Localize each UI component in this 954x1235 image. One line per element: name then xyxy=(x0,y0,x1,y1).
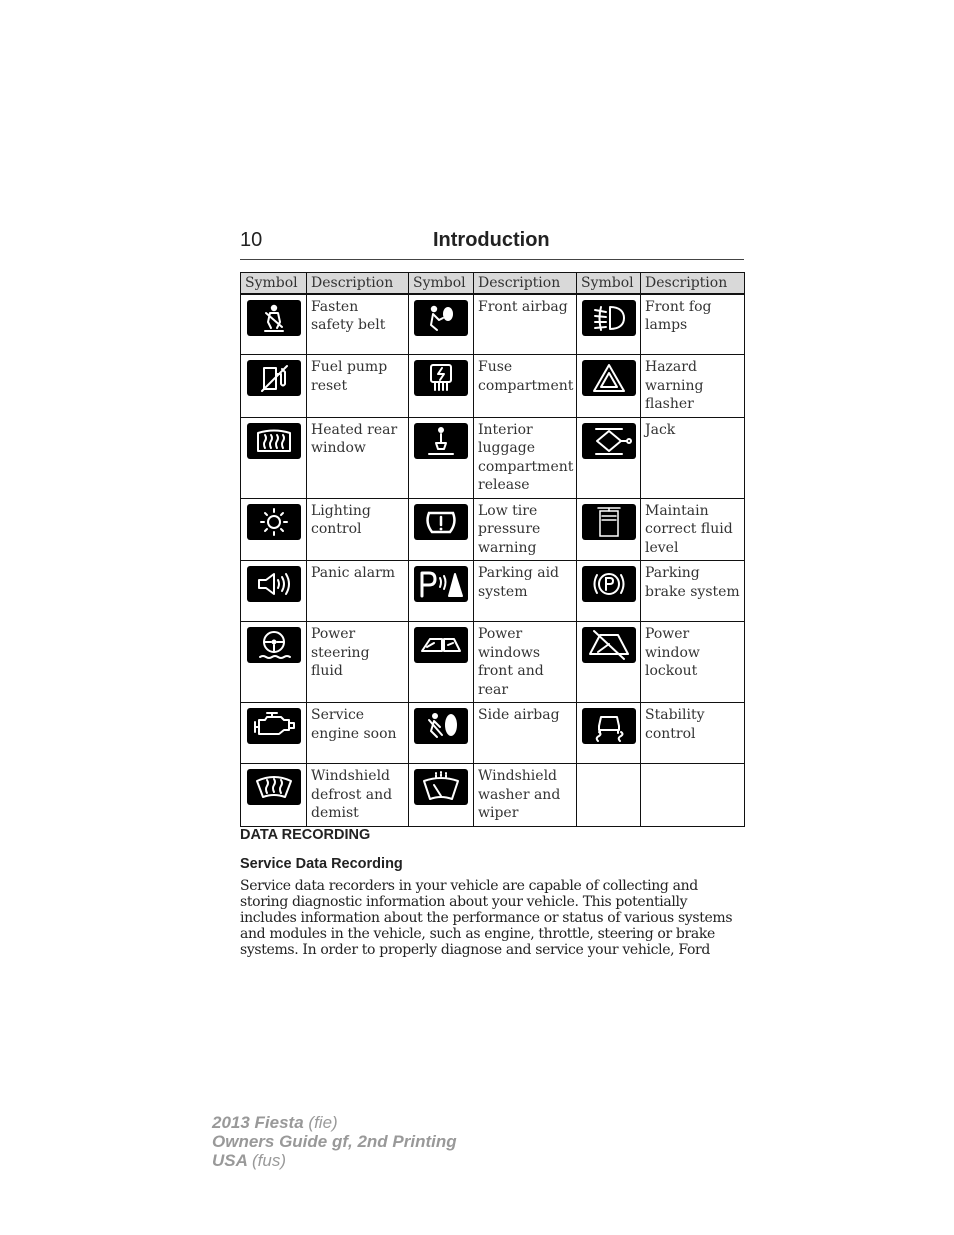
page-footer xyxy=(212,1113,457,1170)
column-header: Description xyxy=(641,273,745,294)
description-cell: Low tire pressure warning xyxy=(474,498,577,561)
table-row xyxy=(241,417,745,498)
description-cell: Power windows front and rear xyxy=(474,622,577,703)
section-heading: DATA RECORDING xyxy=(240,827,371,843)
description-cell: Side airbag xyxy=(474,703,577,764)
description-cell: Parking aid system xyxy=(474,561,577,622)
table-header-row xyxy=(241,273,745,294)
description-cell: Heated rear window xyxy=(307,417,409,498)
description-cell: Interior luggage compartment release xyxy=(474,417,577,498)
stability-control-icon xyxy=(582,708,636,744)
description-cell: Service engine soon xyxy=(307,703,409,764)
description-cell: Front airbag xyxy=(474,294,577,355)
parking-brake-icon xyxy=(582,566,636,602)
fuel-pump-reset-icon xyxy=(247,360,301,396)
empty-cell xyxy=(577,764,641,827)
description-cell: Power window lockout xyxy=(641,622,745,703)
hazard-triangle-icon xyxy=(582,360,636,396)
seat-belt-icon xyxy=(247,300,301,336)
power-steering-icon xyxy=(247,627,301,663)
description-cell: Fuse compartment xyxy=(474,355,577,418)
column-header: Description xyxy=(474,273,577,294)
parking-aid-icon xyxy=(414,566,468,602)
description-cell: Power steering fluid xyxy=(307,622,409,703)
page-header xyxy=(240,229,744,260)
table-row xyxy=(241,561,745,622)
description-cell: Parking brake system xyxy=(641,561,745,622)
paragraph-line: Service data recorders in your vehicle are capable of collecting and xyxy=(240,878,698,894)
window-lockout-icon xyxy=(582,627,636,663)
description-cell: Windshield defrost and demist xyxy=(307,764,409,827)
description-cell: Panic alarm xyxy=(307,561,409,622)
luggage-release-icon xyxy=(414,423,468,459)
description-cell: Hazard warning flasher xyxy=(641,355,745,418)
footer-region-code: (fus) xyxy=(252,1151,286,1170)
windshield-defrost-icon xyxy=(247,769,301,805)
description-cell: Fuel pump reset xyxy=(307,355,409,418)
footer-guide: Owners Guide gf, 2nd Printing xyxy=(212,1132,457,1151)
paragraph-line: storing diagnostic information about your vehicle. This potentially xyxy=(240,894,688,910)
section-title: Introduction xyxy=(433,229,550,251)
description-cell: Lighting control xyxy=(307,498,409,561)
paragraph-line: and modules in the vehicle, such as engine, throttle, steering or brake xyxy=(240,926,715,942)
symbol-table xyxy=(240,272,745,827)
description-cell: Stability control xyxy=(641,703,745,764)
engine-icon xyxy=(247,708,301,744)
jack-icon xyxy=(582,423,636,459)
fuse-compartment-icon xyxy=(414,360,468,396)
page-number: 10 xyxy=(240,229,263,251)
tire-pressure-icon xyxy=(414,504,468,540)
description-cell: Front fog lamps xyxy=(641,294,745,355)
table-row xyxy=(241,764,745,827)
paragraph-line: includes information about the performance or status of various systems xyxy=(240,910,733,926)
footer-region: USA xyxy=(212,1151,248,1170)
empty-cell xyxy=(641,764,745,827)
side-airbag-icon xyxy=(414,708,468,744)
description-cell: Windshield washer and wiper xyxy=(474,764,577,827)
front-airbag-icon xyxy=(414,300,468,336)
footer-model-code: (fie) xyxy=(308,1113,338,1132)
table-row xyxy=(241,703,745,764)
washer-wiper-icon xyxy=(414,769,468,805)
table-row xyxy=(241,294,745,355)
footer-model: 2013 Fiesta xyxy=(212,1113,304,1132)
paragraph-line: systems. In order to properly diagnose and service your vehicle, Ford xyxy=(240,942,711,958)
column-header: Description xyxy=(307,273,409,294)
description-cell: Maintain correct fluid level xyxy=(641,498,745,561)
fluid-level-icon xyxy=(582,504,636,540)
panic-alarm-icon xyxy=(247,566,301,602)
table-row xyxy=(241,355,745,418)
body-paragraph xyxy=(240,878,744,958)
front-fog-lamp-icon xyxy=(582,300,636,336)
description-cell: Jack xyxy=(641,417,745,498)
description-cell: Fasten safety belt xyxy=(307,294,409,355)
table-row xyxy=(241,622,745,703)
lighting-control-icon xyxy=(247,504,301,540)
column-header: Symbol xyxy=(241,273,307,294)
power-windows-icon xyxy=(414,627,468,663)
heated-rear-window-icon xyxy=(247,423,301,459)
subheading: Service Data Recording xyxy=(240,856,403,872)
column-header: Symbol xyxy=(409,273,474,294)
table-row xyxy=(241,498,745,561)
column-header: Symbol xyxy=(577,273,641,294)
